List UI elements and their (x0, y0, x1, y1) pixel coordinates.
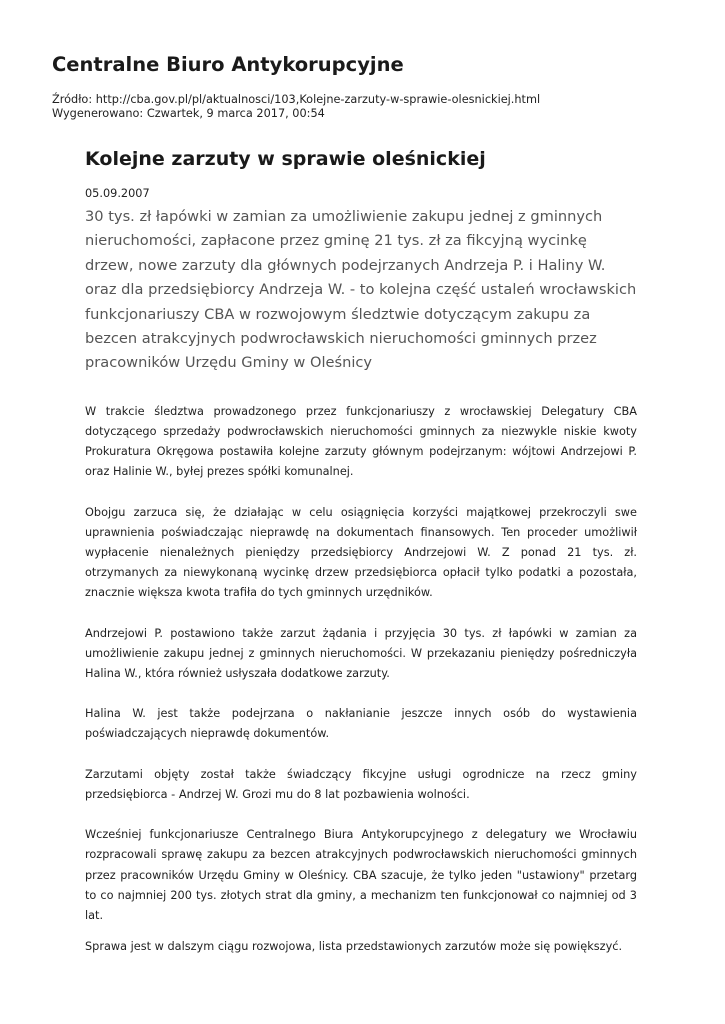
article-date: 05.09.2007 (85, 187, 150, 200)
article-paragraph: Halina W. jest także podejrzana o nakłanianie jeszcze innych osób do wystawienia poświadczających nieprawdę dokumentów. (85, 707, 637, 741)
article-paragraph: Obojgu zarzuca się, że działając w celu osiągnięcia korzyści majątkowej przekroczyli swe uprawnienia poświadczając nieprawdę na dokumentach finansowych. Ten proceder umożliwił wypłacenie nienależnych pieniędzy przedsiębiorcy Andrzejowi W. Z ponad 21 tys. zł. otrzymanych za niewykonaną wycinkę drzew przedsiębiorca opłacił tylko podatki a pozostała, znacznie większa kwota trafiła do tych gminnych urzędników. (85, 505, 637, 600)
document-meta (52, 93, 540, 120)
generated-line: Wygenerowano: Czwartek, 9 marca 2017, 00:54 (52, 106, 325, 120)
article (85, 148, 637, 946)
article-paragraph: Wcześniej funkcjonariusze Centralnego Biura Antykorupcyjnego z delegatury we Wrocławiu rozpracowali sprawę zakupu za bezcen atrakcyjnych podwrocławskich nieruchomości gminnych przez pracowników Urzędu Gminy w Oleśnicy. CBA szacuje, że tylko jeden "ustawiony" przetarg to co najmniej 200 tys. złotych strat dla gminy, a mechanizm ten funkcjonował co najmniej od 3 lat. (85, 828, 637, 922)
article-paragraph: W trakcie śledztwa prowadzonego przez funkcjonariuszy z wrocławskiej Delegatury CBA dotyczącego sprzedaży podwrocławskich nieruchomości gminnych za niezwykle niskie kwoty Prokuratura Okręgowa postawiła kolejne zarzuty głównym podejrzanym: wójtowi Andrzejowi P. oraz Halinie W., byłej prezes spółki komunalnej. (85, 404, 637, 479)
article-lead: 30 tys. zł łapówki w zamian za umożliwienie zakupu jednej z gminnych nieruchomości, zapłacone przez gminę 21 tys. zł za fikcyjną wycinkę drzew, nowe zarzuty dla głównych podejrzanych Andrzeja P. i Haliny W. oraz dla przedsiębiorcy Andrzeja W. - to kolejna część ustaleń wrocławskich funkcjonariuszy CBA w rozwojowym śledztwie dotyczącym zakupu za bezcen atrakcyjnych podwrocławskich nieruchomości gminnych przez pracowników Urzędu Gminy w Oleśnicy (85, 208, 637, 372)
article-paragraph: Andrzejowi P. postawiono także zarzut żądania i przyjęcia 30 tys. zł łapówki w zamian za umożliwienie zakupu jednej z gminnych nieruchomości. W przekazaniu pieniędzy pośredniczyła Halina W., która również usłyszała dodatkowe zarzuty. (85, 626, 637, 681)
closing-note: Sprawa jest w dalszym ciągu rozwojowa, lista przedstawionych zarzutów może się powiększyć. (85, 940, 623, 953)
article-body (85, 402, 637, 926)
article-paragraph: Zarzutami objęty został także świadczący fikcyjne usługi ogrodnicze na rzecz gminy przedsiębiorca - Andrzej W. Grozi mu do 8 lat pozbawienia wolności. (85, 767, 637, 801)
source-line: Źródło: http://cba.gov.pl/pl/aktualnosci/103,Kolejne-zarzuty-w-sprawie-olesnickiej.html (52, 93, 541, 106)
article-title: Kolejne zarzuty w sprawie oleśnickiej (85, 148, 486, 170)
site-title: Centralne Biuro Antykorupcyjne (52, 53, 404, 76)
